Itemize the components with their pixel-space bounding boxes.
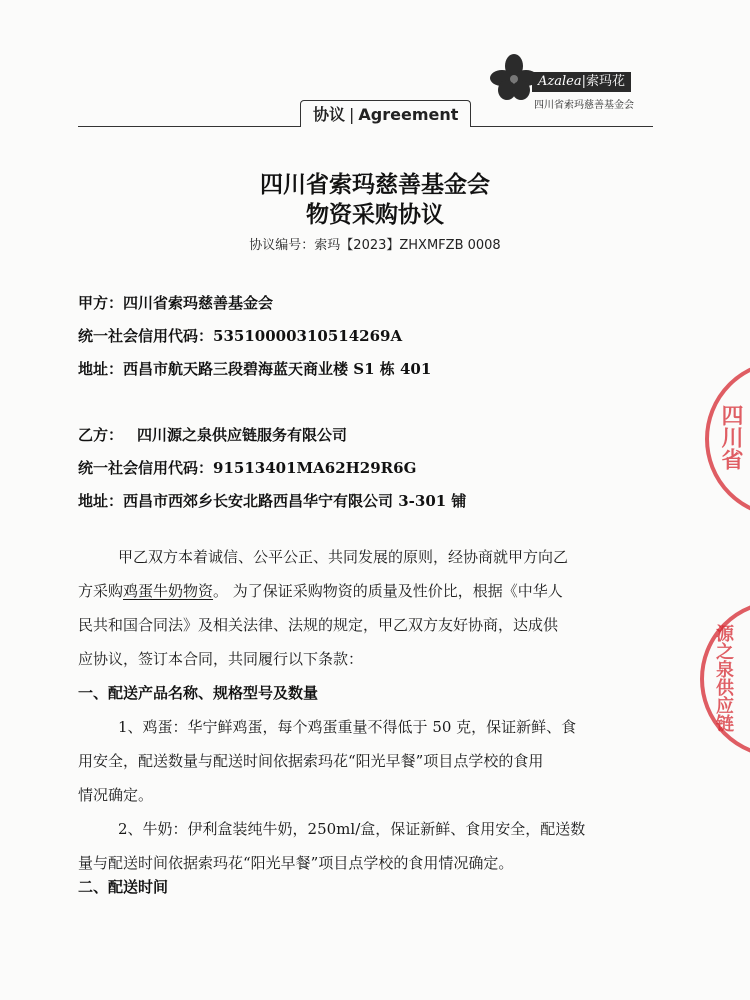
seal-1-text: 四川省: [718, 404, 743, 470]
intro-line-4: 应协议，签订本合同，共同履行以下条款：: [78, 650, 364, 668]
section-1-item-2-line-1: 2、牛奶：伊利盒装纯牛奶，250ml/盒，保证新鲜、食用安全，配送数: [118, 820, 586, 838]
intro-line-2-pre: 方采购: [78, 582, 124, 600]
party-b-name: 四川源之泉供应链服务有限公司: [137, 426, 348, 444]
agreement-number: 协议编号：索玛【2023】ZHXMFZB 0008: [249, 238, 501, 253]
agreement-header: [78, 100, 653, 130]
intro-line-2: [78, 580, 668, 601]
intro-line-2-post: 。 为了保证采购物资的质量及性价比，根据《中华人: [213, 582, 563, 600]
party-a-name-line: [78, 292, 273, 313]
party-a-code-line: [78, 325, 402, 346]
seal-2-text: 源之泉供应链: [713, 624, 734, 732]
party-b-name-line: [78, 424, 347, 445]
header-tab-sep: |: [349, 105, 355, 124]
party-a-addr-line: [78, 358, 431, 379]
brand-org-name: 四川省索玛慈善基金会: [534, 100, 634, 111]
section-1-heading: 一、配送产品名称、规格型号及数量: [78, 684, 319, 702]
party-a-addr: 西昌市航天路三段碧海蓝天商业楼 S1 栋 401: [123, 360, 432, 378]
party-b-addr-line: [78, 490, 466, 511]
section-1-item-1-line-3: 情况确定。: [78, 786, 154, 804]
header-tab-en: Agreement: [358, 105, 459, 124]
party-a-label: 甲方：: [78, 294, 124, 312]
party-b-code: 91513401MA62H29R6G: [213, 459, 417, 477]
brand-cn: 索玛花: [585, 74, 625, 89]
intro-goods-underlined: 鸡蛋牛奶物资: [123, 582, 214, 600]
intro-line-1: 甲乙双方本着诚信、公平公正、共同发展的原则，经协商就甲方向乙: [118, 548, 569, 566]
party-a-name: 四川省索玛慈善基金会: [123, 294, 274, 312]
section-1-item-1-line-1: 1、鸡蛋：华宁鲜鸡蛋，每个鸡蛋重量不得低于 50 克，保证新鲜、食: [118, 718, 577, 736]
red-seal-party-a: [705, 360, 750, 518]
party-a-addr-label: 地址：: [78, 360, 124, 378]
party-b-label: 乙方：: [78, 426, 124, 444]
party-b-code-label: 统一社会信用代码：: [78, 459, 214, 477]
party-b-addr-label: 地址：: [78, 492, 124, 510]
party-b-code-line: [78, 457, 416, 478]
header-tab: [300, 100, 471, 127]
party-b-addr: 西昌市西郊乡长安北路西昌华宁有限公司 3-301 铺: [123, 492, 467, 510]
section-1-item-1-line-2: 用安全，配送数量与配送时间依据索玛花“阳光早餐”项目点学校的食用: [78, 752, 544, 770]
document-title-line1: 四川省索玛慈善基金会: [260, 172, 490, 198]
intro-line-3: 民共和国合同法》及相关法律、法规的规定，甲乙双方友好协商，达成供: [78, 616, 559, 634]
document-title-line2: 物资采购协议: [306, 202, 444, 228]
section-2-heading: 二、配送时间: [78, 878, 169, 896]
party-a-code: 53510000310514269A: [213, 327, 403, 345]
party-a-code-label: 统一社会信用代码：: [78, 327, 214, 345]
brand-label: Azalea|索玛花: [532, 72, 631, 92]
header-tab-cn: 协议: [313, 105, 346, 124]
brand-en: Azalea: [538, 74, 582, 89]
section-1-item-2-line-2: 量与配送时间依据索玛花“阳光早餐”项目点学校的食用情况确定。: [78, 854, 514, 872]
